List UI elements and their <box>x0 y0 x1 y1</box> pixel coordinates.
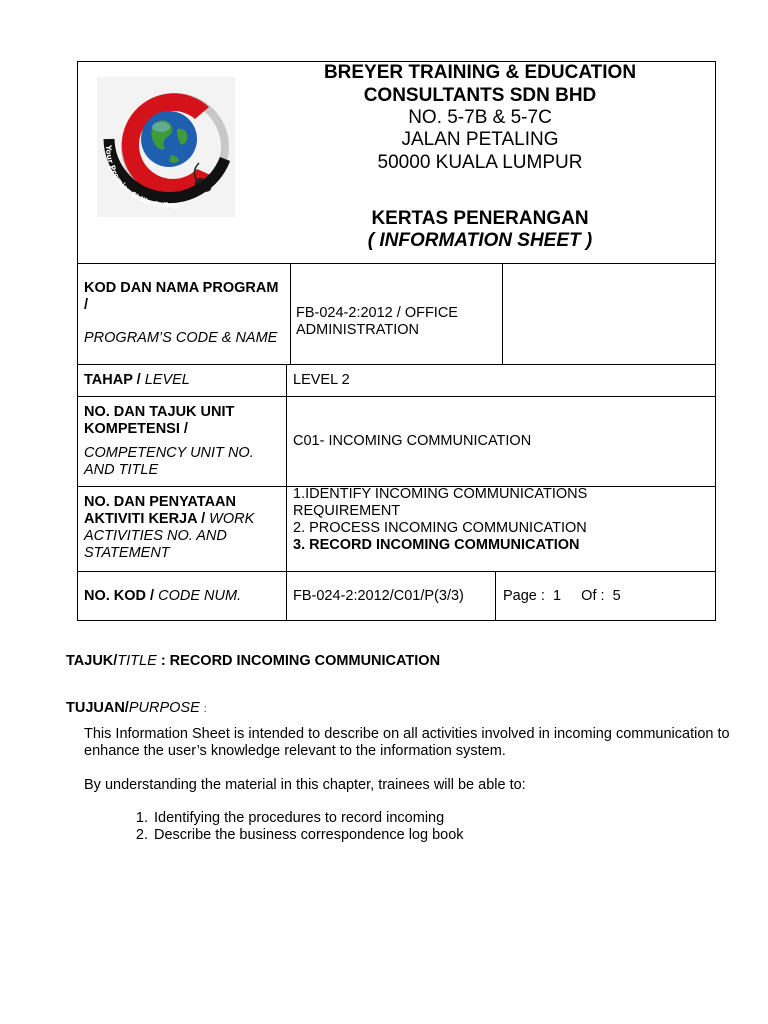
address-line1: NO. 5-7B & 5-7C <box>408 107 552 128</box>
college-logo <box>97 77 235 217</box>
level-label <box>84 372 190 389</box>
purpose-paragraph-2: By understanding the material in this chapter, trainees will be able to: <box>84 777 526 793</box>
doc-title-en: ( INFORMATION SHEET ) <box>367 230 593 251</box>
work-value-1: 1.IDENTIFY INCOMING COMMUNICATIONS REQUIREMENT <box>293 486 588 519</box>
globe-icon <box>141 111 197 167</box>
work-value-2: 2. PROCESS INCOMING COMMUNICATION <box>293 520 587 536</box>
page-indicator: Page : 1 Of : 5 <box>503 588 621 604</box>
title-line <box>66 653 440 670</box>
code-label-bold: NO. KOD / <box>84 588 155 604</box>
purpose-colon: : <box>203 704 207 715</box>
purpose-line <box>66 700 207 718</box>
title-label-en: TITLE <box>117 653 157 669</box>
level-label-bold: TAHAP / <box>84 372 141 388</box>
title-label-bold: TAJUK/ <box>66 653 118 669</box>
program-label: KOD DAN NAMA PROGRAM / <box>84 280 279 313</box>
code-label <box>84 588 241 605</box>
work-label-en: WORK ACTIVITIES NO. AND STATEMENT <box>84 511 255 561</box>
work-value-3: 3. RECORD INCOMING COMMUNICATION <box>293 537 580 553</box>
program-value: FB-024-2:2012 / OFFICE ADMINISTRATION <box>296 305 458 338</box>
work-label-bold: NO. DAN PENYATAAN AKTIVITI KERJA / <box>84 494 236 527</box>
list-item: 1. Identifying the procedures to record incoming <box>152 810 464 827</box>
work-label <box>84 494 280 562</box>
address-line3: 50000 KUALA LUMPUR <box>377 152 583 173</box>
college-logo-graphic <box>97 77 235 217</box>
purpose-label-en: PURPOSE <box>128 700 200 716</box>
title-value: : RECORD INCOMING COMMUNICATION <box>160 653 441 669</box>
code-label-en: CODE NUM. <box>158 588 242 604</box>
program-empty-cell <box>502 263 716 365</box>
purpose-paragraph-1: This Information Sheet is intended to describe on all activities involved in incoming communication to enhance the user’s knowledge relevant to the information system. <box>84 726 730 759</box>
list-item: 2. Describe the business correspondence log book <box>152 827 464 844</box>
code-value: FB-024-2:2012/C01/P(3/3) <box>293 588 464 604</box>
doc-title: KERTAS PENERANGAN <box>371 208 589 229</box>
unit-value: C01- INCOMING COMMUNICATION <box>293 433 532 449</box>
address-line2: JALAN PETALING <box>401 129 559 150</box>
unit-label-en: COMPETENCY UNIT NO. AND TITLE <box>84 445 254 478</box>
level-label-en: LEVEL <box>144 372 190 388</box>
program-label-en: PROGRAM’S CODE & NAME <box>84 330 278 346</box>
purpose-label-bold: TUJUAN/ <box>66 700 129 716</box>
level-value: LEVEL 2 <box>293 372 350 388</box>
company-name-line2: CONSULTANTS SDN BHD <box>363 85 597 106</box>
objectives-list <box>108 810 464 844</box>
program-label-cell <box>77 263 291 365</box>
logo-tagline: Your Premier Skills College <box>104 144 185 210</box>
level-value-cell <box>286 364 716 397</box>
company-name-line1: BREYER TRAINING & EDUCATION <box>323 62 637 83</box>
unit-label: NO. DAN TAJUK UNIT KOMPETENSI / <box>84 404 235 437</box>
